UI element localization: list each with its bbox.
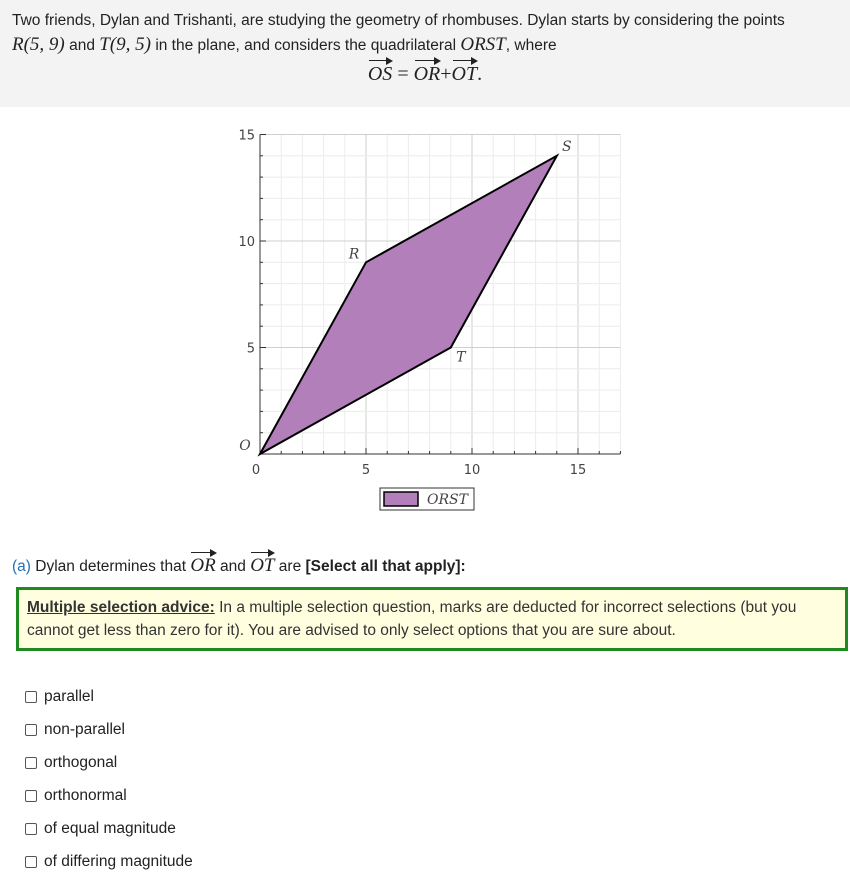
advice-text xyxy=(25,590,845,642)
checkbox[interactable] xyxy=(25,790,37,802)
option-orthogonal[interactable] xyxy=(25,746,193,779)
quad-name: ORST xyxy=(460,34,506,55)
y-tick-label: 10 xyxy=(238,235,255,250)
checkbox[interactable] xyxy=(25,724,37,736)
option-label: orthonormal xyxy=(44,786,127,804)
option-label: parallel xyxy=(44,687,94,705)
x-tick-label: 15 xyxy=(569,463,587,478)
checkbox[interactable] xyxy=(25,691,37,703)
vec-or: OR xyxy=(413,63,441,85)
intro-rest: in the plane, and considers the quadrilateral xyxy=(155,37,457,54)
eq-period: . xyxy=(477,63,483,85)
question-vec-or: OR xyxy=(190,555,216,576)
plus-sign: + xyxy=(440,63,452,85)
y-tick-label: 15 xyxy=(238,128,255,144)
question-and: and xyxy=(220,558,246,575)
question-vec-ot: OT xyxy=(250,555,275,576)
rhombus-plot xyxy=(229,119,629,519)
plot-svg xyxy=(229,119,629,519)
problem-statement xyxy=(0,0,850,107)
point-r: R(5, 9) xyxy=(12,34,65,55)
option-differing-magnitude[interactable] xyxy=(25,845,193,878)
legend-swatch xyxy=(384,492,418,506)
vec-os: OS xyxy=(367,63,393,85)
y-tick-label: 5 xyxy=(246,341,255,357)
option-label: of equal magnitude xyxy=(44,819,176,837)
options-list xyxy=(25,680,193,878)
question-label: (a) xyxy=(12,558,31,575)
vertex-label-s: S xyxy=(562,138,572,155)
checkbox[interactable] xyxy=(25,757,37,769)
multiple-selection-advice xyxy=(16,587,848,651)
x-tick-label: 10 xyxy=(463,463,481,478)
vertex-label-r: R xyxy=(348,246,360,263)
option-label: orthogonal xyxy=(44,753,118,771)
x-tick-label: 5 xyxy=(361,463,371,478)
option-parallel[interactable] xyxy=(25,680,193,713)
equals-sign: = xyxy=(397,63,409,85)
problem-intro xyxy=(12,9,842,58)
checkbox[interactable] xyxy=(25,856,37,868)
option-equal-magnitude[interactable] xyxy=(25,812,193,845)
question-are: are xyxy=(278,558,302,575)
x-tick-label: 0 xyxy=(251,463,261,478)
question-a xyxy=(12,555,466,577)
option-non-parallel[interactable] xyxy=(25,713,193,746)
option-orthonormal[interactable] xyxy=(25,779,193,812)
vertex-label-t: T xyxy=(456,349,466,366)
advice-body: In a multiple selection question, marks are deducted for incorrect selections (but you cannot get less than zero for it). You are advised to only select options that you are sure about. xyxy=(27,599,797,639)
checkbox[interactable] xyxy=(25,823,37,835)
where-text: , where xyxy=(505,37,557,54)
advice-title: Multiple selection advice: xyxy=(27,599,215,616)
intro-text: Two friends, Dylan and Trishanti, are studying the geometry of rhombuses. Dylan starts by considering the points xyxy=(12,12,785,29)
vertex-label-o: O xyxy=(239,438,251,454)
vec-ot: OT xyxy=(451,63,478,85)
point-t: T(9, 5) xyxy=(99,34,151,55)
vector-equation xyxy=(0,63,850,86)
option-label: non-parallel xyxy=(44,720,125,738)
option-label: of differing magnitude xyxy=(44,852,193,870)
question-instruction: [Select all that apply]: xyxy=(305,558,466,575)
legend-label: ORST xyxy=(427,492,468,508)
and-text: and xyxy=(69,37,95,54)
question-text: Dylan determines that xyxy=(35,558,187,575)
